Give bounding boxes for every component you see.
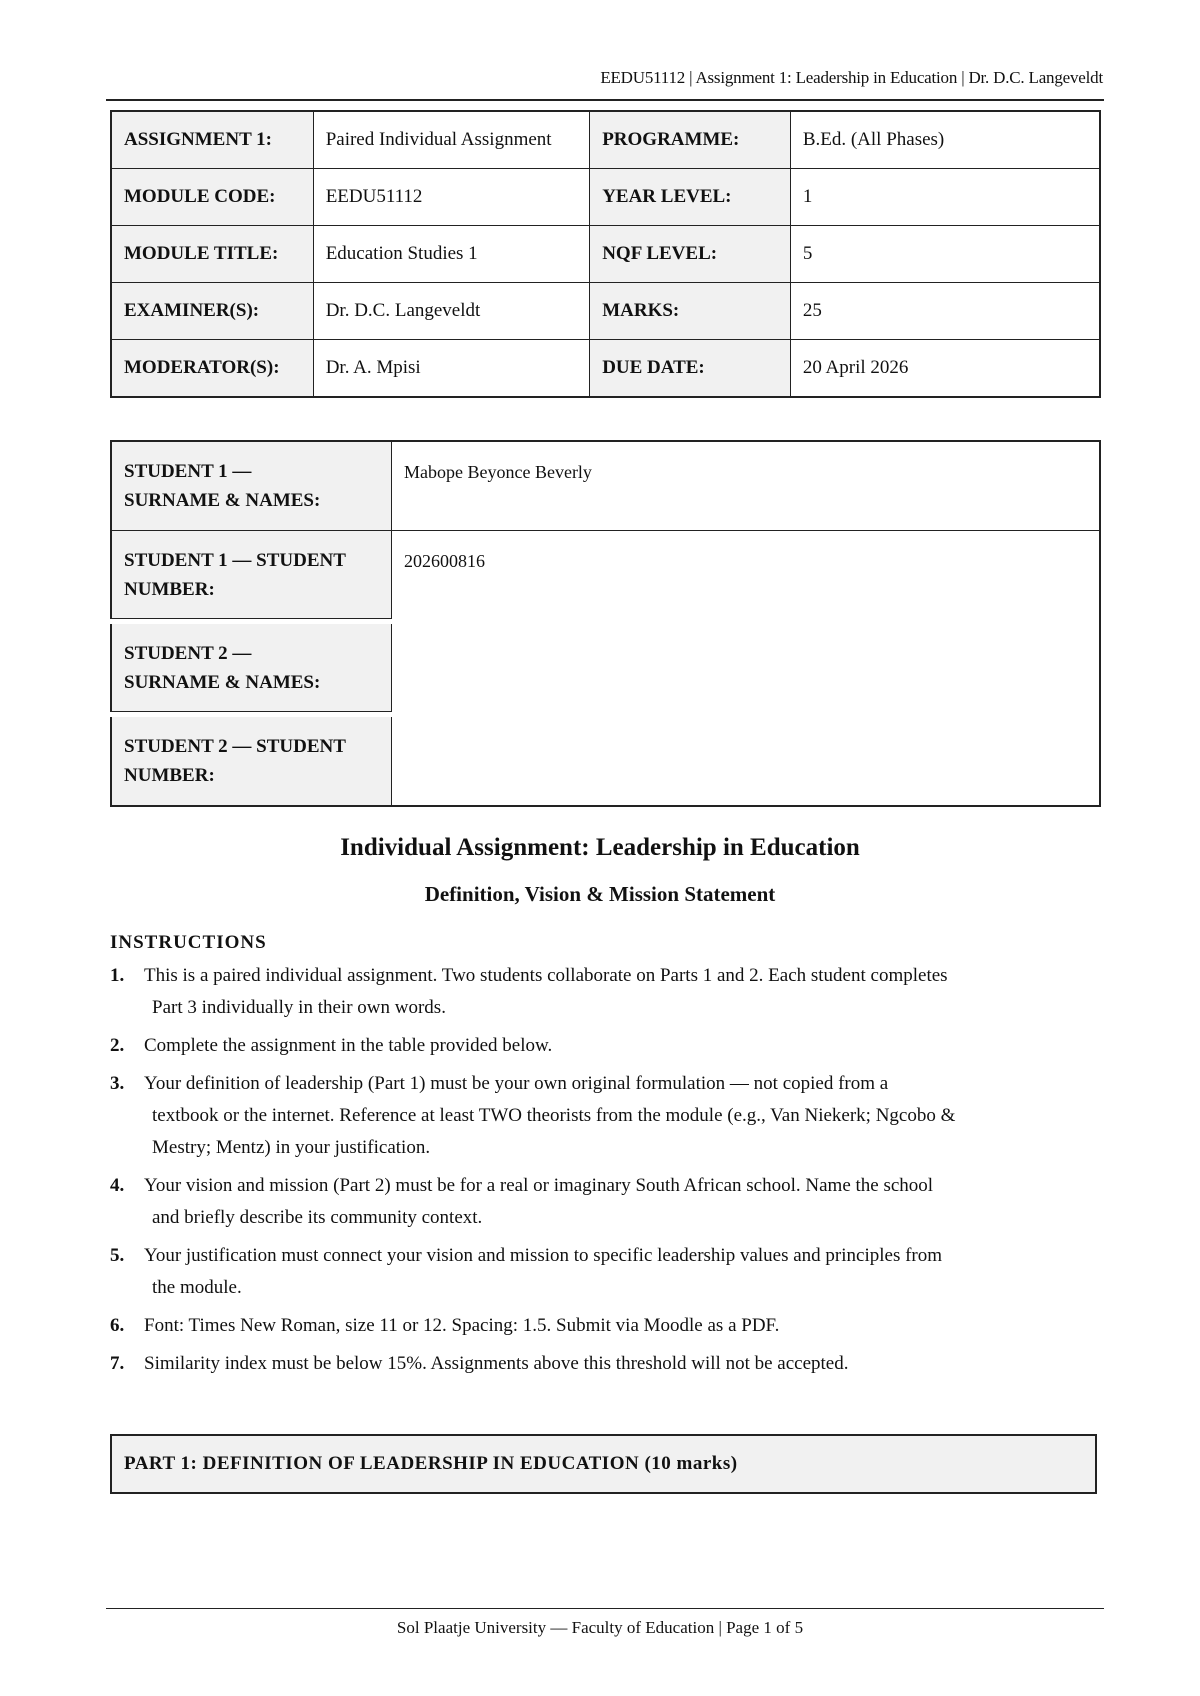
info-value: Dr. D.C. Langeveldt [313,283,590,340]
table-row [111,283,1100,340]
table-row [111,226,1100,283]
info-label: EXAMINER(S): [111,283,313,340]
item-text: Font: Times New Roman, size 11 or 12. Spacing: 1.5. Submit via Moodle as a PDF. [144,1315,780,1336]
table-row [111,169,1100,226]
label-line: STUDENT 2 — STUDENT [124,736,346,757]
item-line: This is a paired individual assignment. Two students collaborate on Parts 1 and 2. Each student completes [144,965,948,986]
info-label: NQF LEVEL: [590,226,791,283]
info-label: PROGRAMME: [590,111,791,169]
info-value: 20 April 2026 [790,340,1100,398]
student1-name-label [111,441,392,531]
info-value: 25 [790,283,1100,340]
list-item [110,1068,1110,1164]
label-line: STUDENT 1 — STUDENT [124,550,346,571]
running-header: EEDU51112 | Assignment 1: Leadership in Education | Dr. D.C. Langeveldt [600,68,1103,87]
item-line: Your vision and mission (Part 2) must be for a real or imaginary South African school. Name the school [144,1175,934,1196]
label-line: NUMBER: [124,765,215,786]
student1-number-value[interactable]: 202600816 [392,531,1101,807]
info-value: EEDU51112 [313,169,590,226]
student-details-table [110,440,1101,807]
header-divider [106,99,1104,101]
list-item [110,1170,1110,1234]
footer-divider [106,1608,1104,1609]
list-item [110,1240,1110,1304]
list-item [110,960,1110,1024]
table-row [111,441,1100,531]
info-label: MODULE TITLE: [111,226,313,283]
label-line: STUDENT 1 — [124,461,252,482]
label-line: STUDENT 2 — [124,643,252,664]
item-line: Mestry; Mentz) in your justification. [152,1137,431,1158]
item-line: and briefly describe its community context. [152,1207,483,1228]
table-row [111,340,1100,398]
item-text: Similarity index must be below 15%. Assignments above this threshold will not be accepted. [144,1353,849,1374]
item-number: 7. [110,1353,125,1374]
info-value: 1 [790,169,1100,226]
list-item [110,1310,1110,1342]
list-item [110,1348,1110,1380]
item-line: Your definition of leadership (Part 1) must be your own original formulation — not copied from a [144,1073,889,1094]
item-number: 4. [110,1175,125,1196]
document-subtitle: Definition, Vision & Mission Statement [424,882,776,906]
info-value: B.Ed. (All Phases) [790,111,1100,169]
item-text: Complete the assignment in the table provided below. [144,1035,553,1056]
student1-name-value[interactable]: Mabope Beyonce Beverly [392,441,1101,531]
info-label: ASSIGNMENT 1: [111,111,313,169]
student2-number-label [111,715,392,807]
item-line: Your justification must connect your vision and mission to specific leadership values and principles from [144,1245,943,1266]
instructions-list [110,960,1110,1386]
info-value: Education Studies 1 [313,226,590,283]
page-footer: Sol Plaatje University — Faculty of Education | Page 1 of 5 [396,1618,804,1637]
item-number: 6. [110,1315,125,1336]
info-value: Paired Individual Assignment [313,111,590,169]
item-number: 1. [110,965,125,986]
item-text [144,1170,1110,1234]
info-label: MARKS: [590,283,791,340]
label-line: SURNAME & NAMES: [124,672,321,693]
item-text [144,1068,1110,1164]
info-label: MODULE CODE: [111,169,313,226]
info-value: Dr. A. Mpisi [313,340,590,398]
part1-heading: PART 1: DEFINITION OF LEADERSHIP IN EDUCATION (10 marks) [110,1434,1097,1494]
document-title: Individual Assignment: Leadership in Education [340,834,860,861]
item-line: the module. [152,1277,242,1298]
label-line: NUMBER: [124,579,215,600]
list-item [110,1030,1110,1062]
table-row [111,111,1100,169]
info-label: MODERATOR(S): [111,340,313,398]
info-label: DUE DATE: [590,340,791,398]
info-label: YEAR LEVEL: [590,169,791,226]
student2-name-label [111,622,392,715]
info-value: 5 [790,226,1100,283]
item-line: textbook or the internet. Reference at least TWO theorists from the module (e.g., Van Niekerk; Ngcobo & [152,1105,956,1126]
table-row [111,531,1100,622]
instructions-heading: INSTRUCTIONS [110,932,267,953]
assignment-info-table [110,110,1101,398]
student1-number-label [111,531,392,622]
item-number: 3. [110,1073,125,1094]
item-text [144,960,1110,1024]
item-line: Part 3 individually in their own words. [152,997,446,1018]
item-number: 2. [110,1035,125,1056]
item-text [144,1240,1110,1304]
item-number: 5. [110,1245,125,1266]
label-line: SURNAME & NAMES: [124,490,321,511]
